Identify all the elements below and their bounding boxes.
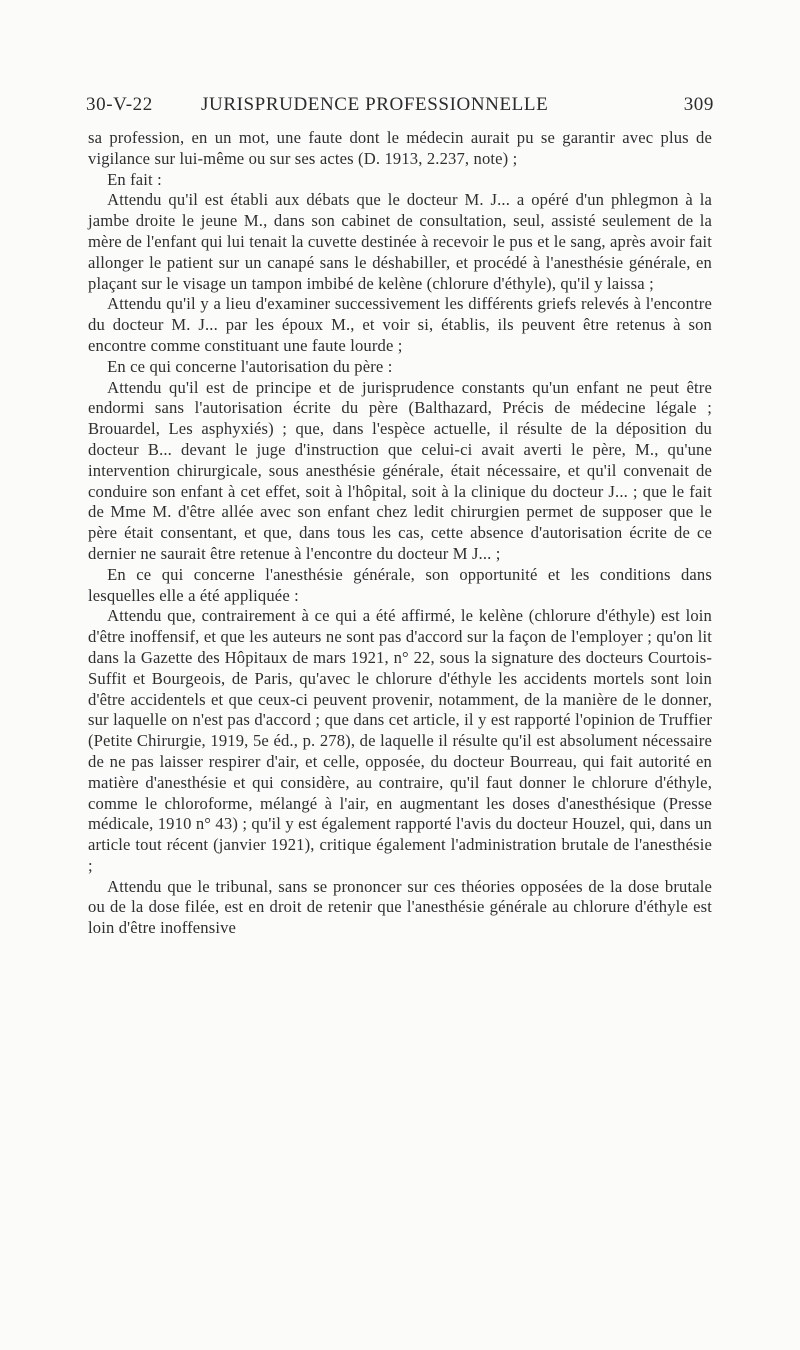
paragraph-attendu-griefs: Attendu qu'il y a lieu d'examiner successivement les différents griefs relevés à l'encontre du docteur M. J... par les époux M., et voir si, établis, ils peuvent être retenus à son encontre comme constituant une faute lourde ; bbox=[88, 294, 712, 355]
header-date: 30-V-22 bbox=[86, 94, 153, 115]
page-header bbox=[86, 94, 714, 124]
paragraph-anesthesie-heading: En ce qui concerne l'anesthésie générale, son opportunité et les conditions dans lesquelles elle a été appliquée : bbox=[88, 564, 712, 605]
paragraph-attendu-tribunal: Attendu que le tribunal, sans se prononcer sur ces théories opposées de la dose brutale ou de la dose filée, est en droit de retenir que l'anesthésie générale au chlorure d'éthyle est loin d'être inoffensive bbox=[88, 876, 712, 938]
page-number: 309 bbox=[683, 94, 714, 115]
paragraph-continuation: sa profession, en un mot, une faute dont le médecin aurait pu se garantir avec plus de vigilance sur lui-même ou sur ses actes (D. 1913, 2.237, note) ; bbox=[88, 128, 712, 168]
paragraph-attendu-principe: Attendu qu'il est de principe et de jurisprudence constants qu'un enfant ne peut être endormi sans l'autorisation écrite du père (Balthazard, Précis de médecine légale ; Brouardel, Les asphyxiés) ; que, dans l'espèce actuelle, il résulte de la déposition du docteur B... devant le juge d'instruction que celui-ci avait averti le père, M., qu'une intervention chirurgicale, sous anesthésie générale, était nécessaire, et qu'il convenait de conduire son enfant à cet effet, soit à l'hôpital, soit à la clinique du docteur J... ; que le fait de Mme M. d'être allée avec son enfant chez ledit chirurgien permet de supposer que le père était consentant, et que, dans tous les cas, cette absence d'autorisation écrite de ce dernier ne saurait être retenue à l'encontre du docteur M J... ; bbox=[88, 377, 712, 563]
paragraph-autorisation-heading: En ce qui concerne l'autorisation du père : bbox=[107, 356, 393, 376]
paragraph-attendu-etabli: Attendu qu'il est établi aux débats que le docteur M. J... a opéré d'un phlegmon à la jambe droite le jeune M., dans son cabinet de consultation, seul, assisté seulement de la mère de l'enfant qui lui tenait la cuvette destinée à recevoir le pus et le sang, après avoir fait allonger le patient sur un canapé sans le déshabiller, et procédé à l'anesthésie générale, en plaçant sur le visage un tampon imbibé de kelène (chlorure d'éthyle), qu'il y laissa ; bbox=[88, 190, 712, 293]
paragraph-en-fait: En fait : bbox=[107, 169, 162, 189]
paragraph-attendu-kelene: Attendu que, contrairement à ce qui a été affirmé, le kelène (chlorure d'éthyle) est loin d'être inoffensif, et que les auteurs ne sont pas d'accord sur la façon de l'employer ; qu'on lit dans la Gazette des Hôpitaux de mars 1921, n° 22, sous la signature des docteurs Courtois-Suffit et Bourgeois, de Paris, qu'avec le chlorure d'éthyle les accidents mortels sont loin d'être accidentels et que ceux-ci peuvent provenir, notamment, de la manière de le donner, sur laquelle on n'est pas d'accord ; que dans cet article, il y est rapporté l'opinion de Truffier (Petite Chirurgie, 1919, 5e éd., p. 278), de laquelle il résulte qu'il est absolument nécessaire de ne pas laisser respirer d'air, et celle, opposée, du docteur Bourreau, qui fait autorité en matière d'anesthésie et qui considère, au contraire, qu'il faut donner le chlorure d'éthyle, comme le chloroforme, mélangé à l'air, en augmentant les doses d'anesthésique (Presse médicale, 1910 n° 43) ; qu'il y est également rapporté l'avis du docteur Houzel, qui, dans un article tout récent (janvier 1921), critique également l'administration brutale de l'anesthésie ; bbox=[88, 606, 712, 875]
running-title: JURISPRUDENCE PROFESSIONNELLE bbox=[201, 94, 549, 115]
body-text bbox=[88, 128, 712, 939]
